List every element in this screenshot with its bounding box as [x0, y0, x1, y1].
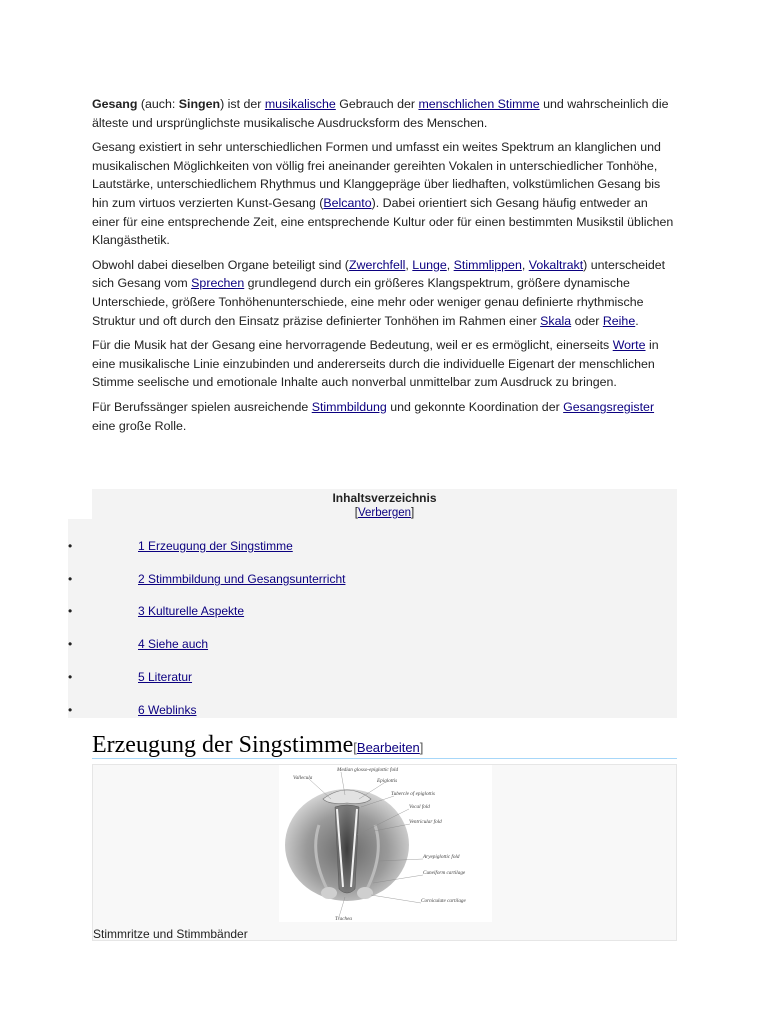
text: und wahrscheinlich die älteste und ursprünglichste musikalische Ausdrucksform des Menschen.: [92, 97, 669, 130]
figure-caption: Stimmritze und Stimmbänder: [93, 927, 248, 941]
bracket: ]: [411, 507, 415, 519]
text: ) ist der: [220, 97, 265, 111]
toc-link-6[interactable]: 6 Weblinks: [138, 703, 197, 717]
toc-link-2[interactable]: 2 Stimmbildung und Gesangsunterricht: [138, 572, 346, 586]
text: ,: [405, 257, 413, 272]
bracket: [: [353, 740, 357, 755]
link-belcanto[interactable]: Belcanto: [323, 195, 372, 210]
text: oder: [571, 313, 603, 328]
link-stimmlippen[interactable]: Stimmlippen: [453, 257, 522, 272]
edit-section-link[interactable]: Bearbeiten: [356, 740, 420, 755]
toc-item: [68, 569, 668, 589]
article-intro: [92, 95, 677, 441]
larynx-illustration[interactable]: [279, 765, 492, 922]
figure-thumbnail: [92, 764, 677, 941]
toc-item: [68, 536, 668, 556]
bullet-icon: •: [68, 637, 73, 651]
bracket: [: [354, 507, 358, 519]
toc-toggle: [92, 506, 677, 520]
text: Obwohl dabei dieselben Organe beteiligt sind (: [92, 257, 349, 272]
label-aryepiglottic-fold: Aryepiglottic fold: [423, 854, 460, 860]
text: Für die Musik hat der Gesang eine hervorragende Bedeutung, weil er es ermöglicht, einerseits: [92, 338, 613, 353]
label-trachea: Trachea: [335, 916, 353, 922]
bullet-icon: •: [68, 703, 73, 717]
bullet-icon: •: [68, 572, 73, 586]
toc-link-3[interactable]: 3 Kulturelle Aspekte: [138, 604, 245, 618]
intro-paragraph-2: [92, 138, 677, 250]
label-tubercle: Tubercle of epiglottis: [391, 791, 435, 797]
link-lunge[interactable]: Lunge: [412, 257, 447, 272]
toc-link-5[interactable]: 5 Literatur: [138, 670, 193, 684]
toc-link-1[interactable]: 1 Erzeugung der Singstimme: [138, 539, 293, 553]
section-title: Erzeugung der Singstimme: [92, 732, 354, 758]
link-reihe[interactable]: Reihe: [602, 313, 636, 328]
link-sprechen[interactable]: Sprechen: [191, 276, 245, 291]
text: ). Dabei orientiert sich Gesang häufig entweder an einer für eine entsprechende Zeit, eine entsprechende Kultur oder für einen bestimmten Musikstil üblichen Klangästhetik.: [92, 195, 674, 248]
toc-item: [68, 634, 668, 654]
section-heading: [92, 731, 677, 759]
text: Gesang existiert in sehr unterschiedlichen Formen und umfasst ein weites Spektrum an klanglichen und musikalischen Möglichkeiten von völlig frei aneinander gereihten Vokalen in unterschiedlicher Tonhöhe, Lautstärke, unterschiedlichem Rhythmus und Klanggepräge über liedhaften, volkstümlichen Gesang bis hin zum virtuos verzierten Kunst-Gesang (: [92, 140, 661, 210]
bracket: ]: [419, 740, 424, 755]
label-vocal-fold: Vocal fold: [409, 804, 430, 810]
term-gesang: Gesang: [92, 97, 138, 111]
label-ventricular-fold: Ventricular fold: [409, 819, 442, 825]
link-stimmbildung[interactable]: Stimmbildung: [311, 399, 387, 414]
term-singen: Singen: [178, 97, 221, 111]
label-epiglottis: Epiglottis: [377, 778, 398, 784]
section-edit: [353, 740, 423, 755]
text: ) unterscheidet sich Gesang vom: [92, 257, 666, 291]
intro-paragraph-1: [92, 95, 677, 132]
text: in eine musikalische Linie einzubinden und andererseits durch die individuelle Eigenart der menschlichen Stimme seelische und emotionale Inhalte auch nonverbal unmittelbar zum Ausdruck zu bringen.: [92, 338, 659, 390]
cartilage-left: [321, 887, 337, 899]
label-corniculate: Corniculate cartilage: [421, 898, 466, 904]
bullet-icon: •: [68, 604, 73, 618]
text: ,: [446, 257, 454, 272]
label-vallecula: Vallecula: [293, 775, 313, 781]
text: .: [635, 313, 639, 328]
link-zwerchfell[interactable]: Zwerchfell: [348, 257, 406, 272]
link-skala[interactable]: Skala: [540, 313, 572, 328]
toc-link-4[interactable]: 4 Siehe auch: [138, 637, 209, 651]
text: grundlegend durch ein größeres Klangspektrum, größere dynamische Unterschiede, größere Tonhöhenunterschiede, eine mehr oder weniger genau definierte rhythmische Struktur und oft durch den Einsatz präzise definierter Tonhöhen im Rahmen einer: [92, 276, 644, 328]
larynx-drawing: [279, 765, 492, 922]
bullet-icon: •: [68, 539, 73, 553]
intro-paragraph-3: [92, 256, 677, 330]
label-cuneiform: Cuneiform cartilage: [423, 870, 466, 876]
bullet-icon: •: [68, 670, 73, 684]
text: (auch:: [137, 97, 179, 111]
toc-title: Inhaltsverzeichnis: [332, 491, 437, 505]
link-musikalische[interactable]: musikalische: [264, 97, 336, 111]
text: Für Berufssänger spielen ausreichende: [92, 399, 312, 414]
intro-paragraph-4: [92, 336, 677, 392]
toc-item: [68, 601, 668, 621]
table-of-contents: [92, 489, 677, 519]
link-menschliche-stimme[interactable]: menschlichen Stimme: [418, 97, 540, 111]
intro-paragraph-5: [92, 398, 677, 435]
cartilage-right: [357, 887, 373, 899]
link-gesangsregister[interactable]: Gesangsregister: [563, 399, 655, 414]
text: Gebrauch der: [335, 97, 419, 111]
text: eine große Rolle.: [92, 418, 187, 433]
toc-hide-link[interactable]: Verbergen: [357, 507, 412, 519]
text: ,: [521, 257, 529, 272]
toc-item: [68, 700, 668, 720]
label-median-fold: Median glosso-epiglottic fold: [337, 767, 399, 773]
text: und gekonnte Koordination der: [386, 399, 564, 414]
link-worte[interactable]: Worte: [612, 338, 646, 353]
toc-item: [68, 667, 668, 687]
link-vokaltrakt[interactable]: Vokaltrakt: [528, 257, 584, 272]
